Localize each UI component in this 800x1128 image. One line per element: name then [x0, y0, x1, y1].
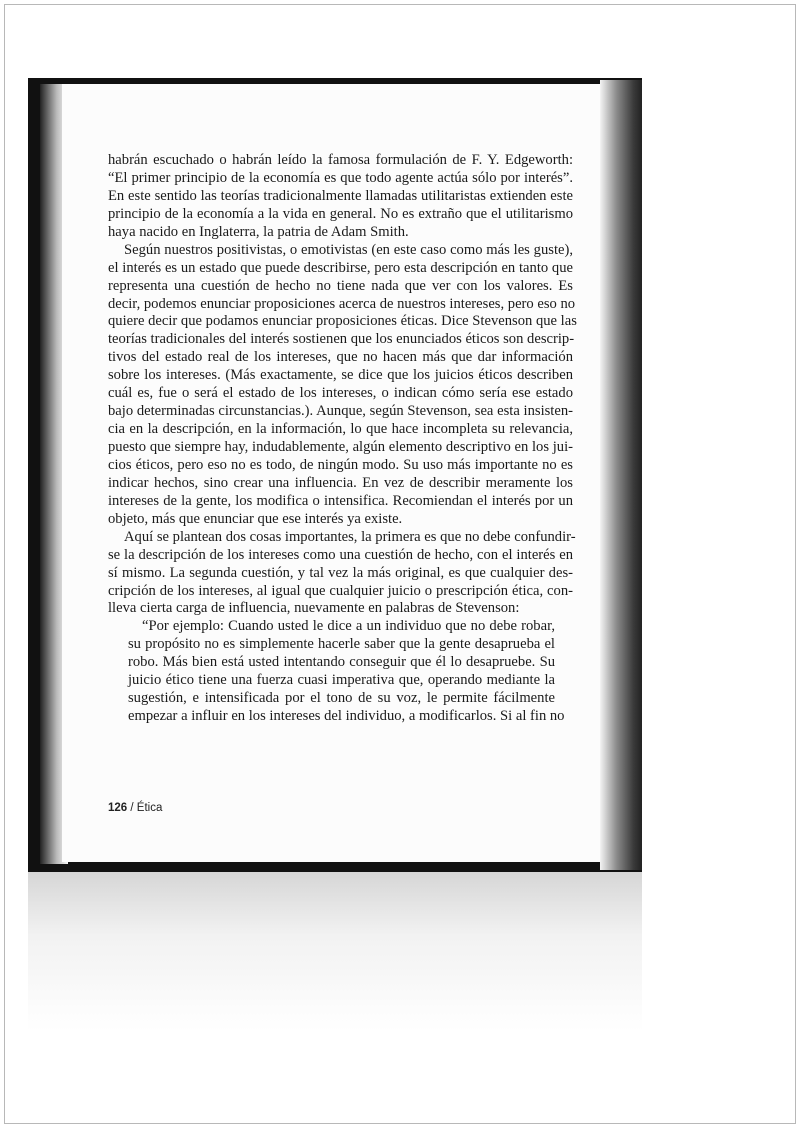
text-line: habrán escuchado o habrán leído la famosa formulación de F. Y. Edgeworth:: [108, 152, 573, 168]
text-line: su propósito no es simplemente hacerle saber que la gente desaprueba el: [128, 636, 555, 653]
body-text: [108, 152, 577, 726]
text-line: juicio ético tiene una fuerza cuasi imperativa que, operando mediante la: [128, 672, 555, 689]
paragraph: [108, 152, 573, 242]
text-line: lleva cierta carga de influencia, nuevamente en palabras de Stevenson:: [108, 600, 520, 617]
footer-separator: /: [127, 802, 137, 814]
text-line: sobre los intereses. (Más exactamente, se dice que los juicios éticos describen: [108, 367, 573, 384]
text-line: indicar hechos, sino crear una influencia. En vez de describir meramente los: [108, 474, 573, 491]
text-line: Según nuestros positivistas, o emotivistas (en este caso como más les guste),: [124, 241, 573, 258]
text-line: puesto que siempre hay, indudablemente, algún elemento descriptivo en los jui-: [108, 439, 573, 455]
text-line: cuál es, fue o será el estado de los intereses, o indican cómo sería ese estado: [108, 385, 573, 402]
text-line: cripción de los intereses, al igual que cualquier juicio o prescripción ética, con-: [108, 582, 573, 599]
text-line: tivos del estado real de los intereses, que no hacen más que dar información: [108, 349, 573, 366]
paragraph: [108, 241, 577, 529]
text-line: Aquí se plantean dos cosas importantes, la primera es que no debe confundir-: [124, 528, 576, 545]
text-line: sí mismo. La segunda cuestión, y tal vez la más original, es que cualquier des-: [108, 564, 573, 581]
text-line: teorías tradicionales del interés sostienen que los enunciados éticos son descrip-: [108, 331, 575, 348]
text-line: “Por ejemplo: Cuando usted le dice a un individuo que no debe robar,: [142, 618, 555, 635]
text-line: bajo determinadas circunstancias.). Aunque, según Stevenson, sea esta insisten-: [108, 403, 573, 420]
text-line: cia en la descripción, en la información, lo que hace incompleta su relevancia,: [108, 421, 573, 438]
text-line: representa una cuestión de hecho no tiene nada que ver con los valores. Es: [108, 277, 573, 294]
text-line: intereses de la gente, los modifica o intensifica. Recomiendan el interés por un: [108, 492, 573, 509]
text-line: empezar a influir en los intereses del individuo, a modificarlos. Si al fin no: [128, 708, 565, 725]
paragraph: [108, 528, 576, 619]
text-line: el interés es un estado que puede describirse, pero esta descripción en tanto que: [108, 259, 573, 276]
text-line: decir, podemos enunciar proposiciones acerca de nuestros intereses, pero eso no: [108, 295, 576, 312]
text-line: haya nacido en Inglaterra, la patria de Adam Smith.: [108, 223, 409, 240]
text-line: robo. Más bien está usted intentando conseguir que él lo desapruebe. Su: [128, 654, 555, 671]
section-title: Ética: [136, 802, 163, 814]
scan-bottom-shadow: [28, 872, 642, 1032]
text-line: objeto, más que enunciar que ese interés ya existe.: [108, 510, 403, 527]
text-line: En este sentido las teorías tradicionalmente llamadas utilitaristas extienden este: [108, 187, 573, 204]
page-number: 126: [108, 802, 128, 814]
text-line: cios éticos, pero eso no es todo, de ningún modo. Su uso más importante no es: [108, 456, 573, 473]
text-line: se la descripción de los intereses como una cuestión de hecho, con el interés en: [108, 546, 573, 563]
block-quote: [108, 618, 573, 726]
page-footer: [108, 802, 162, 814]
text-line: principio de la economía a la vida en general. No es extraño que el utilitarismo: [108, 205, 573, 222]
text-line: sugestión, e intensificada por el tono de su voz, le permite fácilmente: [128, 690, 555, 707]
text-line: quiere decir que podamos enunciar proposiciones éticas. Dice Stevenson que las: [108, 313, 577, 330]
scan-right-shadow: [600, 80, 642, 870]
text-line: “El primer principio de la economía es que todo agente actúa sólo por interés”.: [108, 169, 573, 186]
